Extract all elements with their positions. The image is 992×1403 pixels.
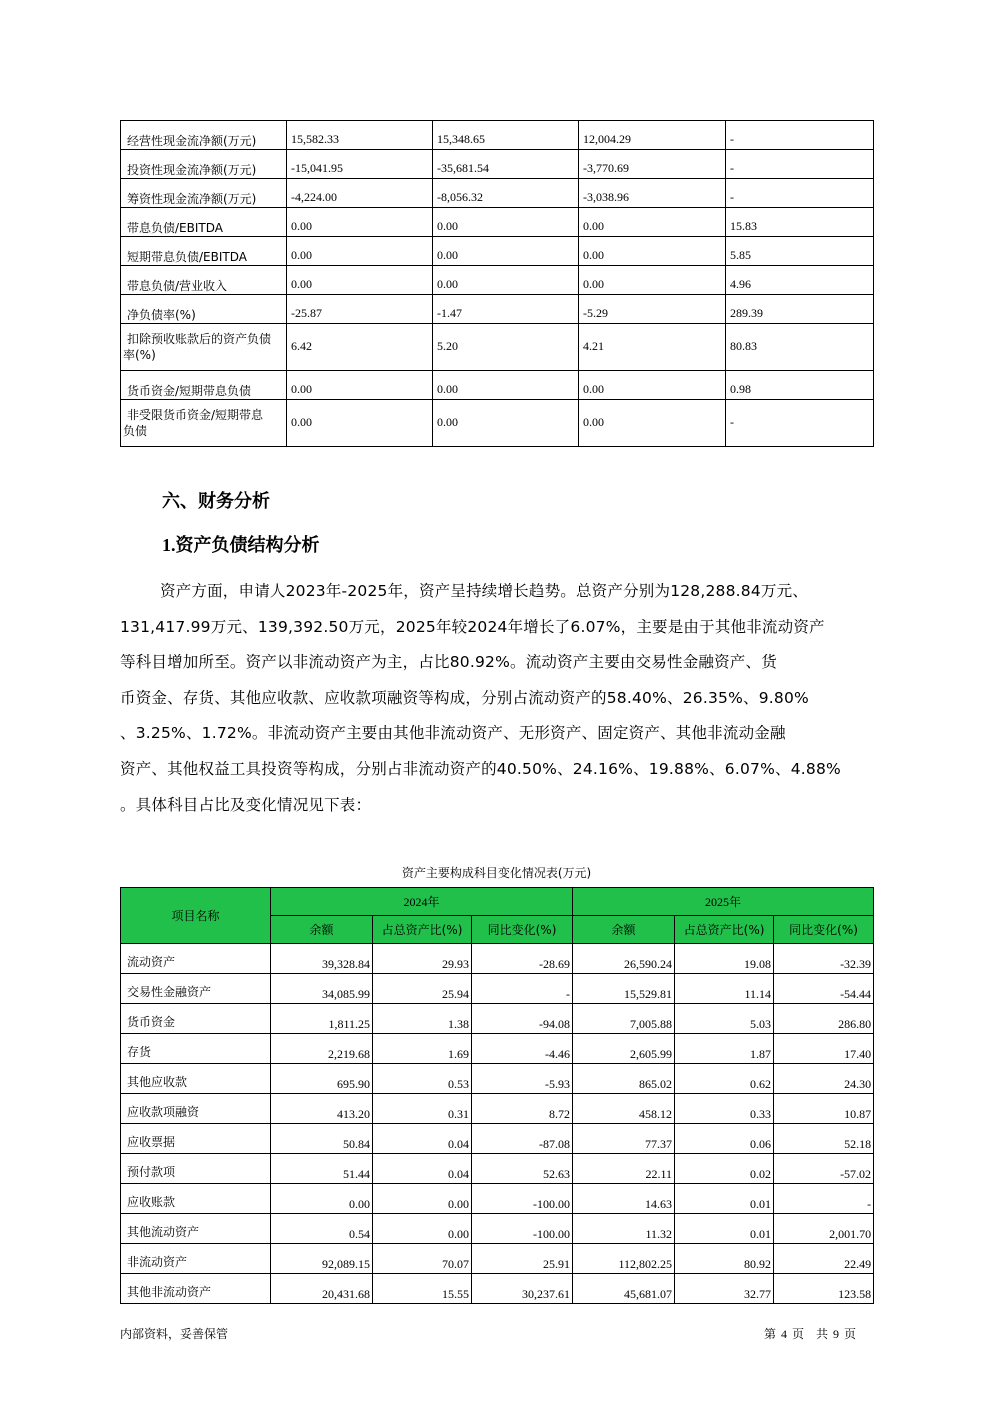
cell-value: 80.83 (726, 324, 874, 371)
cell-value: - (726, 150, 874, 179)
table-row (121, 150, 874, 179)
cell-value: 1,811.25 (271, 1004, 373, 1034)
cell-value: 0.04 (373, 1154, 472, 1184)
paragraph-line: 131,417.99万元、139,392.50万元，2025年较2024年增长了6.07%，主要是由于其他非流动资产 (120, 617, 825, 636)
row-label: 投资性现金流净额(万元) (121, 150, 287, 179)
cell-value: 0.00 (287, 371, 433, 400)
column-header-year: 2025年 (573, 888, 874, 916)
cell-value: 0.04 (373, 1124, 472, 1154)
body-paragraph (120, 574, 873, 823)
row-label: 应收票据 (121, 1124, 271, 1154)
row-label: 其他应收款 (121, 1064, 271, 1094)
row-label (121, 400, 287, 447)
cell-value: 5.20 (433, 324, 579, 371)
cell-value: 123.58 (774, 1274, 874, 1304)
row-label: 货币资金/短期带息负债 (121, 371, 287, 400)
cell-value: 0.00 (287, 400, 433, 447)
cell-value: 15.83 (726, 208, 874, 237)
paragraph-line: 资产、其他权益工具投资等构成，分别占非流动资产的40.50%、24.16%、19.88%、6.07%、4.88% (120, 759, 841, 778)
cell-value: 0.01 (675, 1184, 774, 1214)
column-header-balance: 余额 (271, 916, 373, 944)
column-header-change: 同比变化(%) (774, 916, 874, 944)
cell-value: -3,038.96 (579, 179, 726, 208)
cell-value: 413.20 (271, 1094, 373, 1124)
cell-value: 22.49 (774, 1244, 874, 1274)
table-row (121, 1064, 874, 1094)
table-row (121, 1124, 874, 1154)
cell-value: 70.07 (373, 1244, 472, 1274)
cell-value: 34,085.99 (271, 974, 373, 1004)
cell-value: -35,681.54 (433, 150, 579, 179)
row-label: 带息负债/EBITDA (121, 208, 287, 237)
cell-value: 50.84 (271, 1124, 373, 1154)
table-row (121, 1214, 874, 1244)
table-row (121, 237, 874, 266)
table-row (121, 1094, 874, 1124)
footer-note: 内部资料，妥善保管 (120, 1327, 229, 1341)
cell-value: 10.87 (774, 1094, 874, 1124)
cell-value: 0.31 (373, 1094, 472, 1124)
cell-value: 0.00 (373, 1184, 472, 1214)
cell-value: 11.14 (675, 974, 774, 1004)
cell-value: 80.92 (675, 1244, 774, 1274)
cell-value: 0.06 (675, 1124, 774, 1154)
cell-value: 1.87 (675, 1034, 774, 1064)
cell-value: 0.00 (433, 266, 579, 295)
cell-value: 0.00 (271, 1184, 373, 1214)
cell-value: 7,005.88 (573, 1004, 675, 1034)
cell-value: 0.00 (433, 371, 579, 400)
cell-value: 4.21 (579, 324, 726, 371)
cell-value: 0.00 (287, 266, 433, 295)
cell-value: -5.29 (579, 295, 726, 324)
cell-value: 1.69 (373, 1034, 472, 1064)
cell-value: 0.00 (579, 371, 726, 400)
cell-value: 29.93 (373, 944, 472, 974)
cell-value: 39,328.84 (271, 944, 373, 974)
cell-value: 2,001.70 (774, 1214, 874, 1244)
cell-value: 15.55 (373, 1274, 472, 1304)
cell-value: 22.11 (573, 1154, 675, 1184)
cell-value: 6.42 (287, 324, 433, 371)
cell-value: -32.39 (774, 944, 874, 974)
table-row (121, 208, 874, 237)
metrics-table (120, 120, 874, 447)
table-row (121, 371, 874, 400)
table-row (121, 1274, 874, 1304)
table-row (121, 295, 874, 324)
row-label-line: 率(%) (123, 348, 156, 362)
subsection-heading (162, 531, 320, 557)
cell-value: 0.00 (579, 400, 726, 447)
cell-value: 289.39 (726, 295, 874, 324)
cell-value: 19.08 (675, 944, 774, 974)
page-mid: 页 共 (792, 1327, 829, 1341)
section-heading: 六、财务分析 (162, 491, 270, 512)
cell-value: 695.90 (271, 1064, 373, 1094)
cell-value: 32.77 (675, 1274, 774, 1304)
row-label: 应收账款 (121, 1184, 271, 1214)
cell-value: 0.00 (287, 208, 433, 237)
row-label: 带息负债/营业收入 (121, 266, 287, 295)
row-label-line: 非受限货币资金/短期带息 (127, 408, 264, 422)
cell-value: 14.63 (573, 1184, 675, 1214)
table-row (121, 266, 874, 295)
page-number (764, 1325, 856, 1342)
cell-value: 0.98 (726, 371, 874, 400)
row-label: 非流动资产 (121, 1244, 271, 1274)
subsection-title: 资产负债结构分析 (175, 535, 320, 556)
cell-value: 0.00 (579, 208, 726, 237)
row-label: 货币资金 (121, 1004, 271, 1034)
cell-value: 0.00 (433, 237, 579, 266)
cell-value: -8,056.32 (433, 179, 579, 208)
cell-value: 0.54 (271, 1214, 373, 1244)
page-prefix: 第 (764, 1327, 777, 1341)
cell-value: 20,431.68 (271, 1274, 373, 1304)
cell-value: 2,219.68 (271, 1034, 373, 1064)
table-row (121, 1154, 874, 1184)
paragraph-line: 。具体科目占比及变化情况见下表： (120, 795, 372, 814)
row-label-line: 扣除预收账款后的资产负债 (127, 332, 272, 346)
cell-value: 0.00 (579, 266, 726, 295)
table-row (121, 400, 874, 447)
cell-value: 4.96 (726, 266, 874, 295)
cell-value: 24.30 (774, 1064, 874, 1094)
row-label: 交易性金融资产 (121, 974, 271, 1004)
cell-value: - (726, 179, 874, 208)
row-label: 筹资性现金流净额(万元) (121, 179, 287, 208)
cell-value: 0.33 (675, 1094, 774, 1124)
row-label: 存货 (121, 1034, 271, 1064)
cell-value: - (726, 400, 874, 447)
table-row (121, 121, 874, 150)
column-header-balance: 余额 (573, 916, 675, 944)
cell-value: 30,237.61 (472, 1274, 573, 1304)
cell-value: 112,802.25 (573, 1244, 675, 1274)
paragraph-line: 等科目增加所至。资产以非流动资产为主，占比80.92%。流动资产主要由交易性金融资产、货 (120, 653, 777, 672)
paragraph-line: 资产方面，申请人2023年-2025年，资产呈持续增长趋势。总资产分别为128,288.84万元、 (160, 582, 809, 600)
cell-value: 0.01 (675, 1214, 774, 1244)
cell-value: -94.08 (472, 1004, 573, 1034)
row-label: 其他流动资产 (121, 1214, 271, 1244)
column-header-share: 占总资产比(%) (373, 916, 472, 944)
cell-value: 77.37 (573, 1124, 675, 1154)
cell-value: 25.91 (472, 1244, 573, 1274)
row-label: 流动资产 (121, 944, 271, 974)
row-label: 经营性现金流净额(万元) (121, 121, 287, 150)
cell-value: 45,681.07 (573, 1274, 675, 1304)
table-header-row (121, 888, 874, 916)
cell-value: 0.62 (675, 1064, 774, 1094)
table-row (121, 1244, 874, 1274)
table-row (121, 1004, 874, 1034)
cell-value: - (472, 974, 573, 1004)
table-row (121, 974, 874, 1004)
cell-value: 1.38 (373, 1004, 472, 1034)
cell-value: 5.85 (726, 237, 874, 266)
paragraph-line: 、3.25%、1.72%。非流动资产主要由其他非流动资产、无形资产、固定资产、其他非流动金融 (120, 724, 786, 743)
paragraph-line: 币资金、存货、其他应收款、应收款项融资等构成，分别占流动资产的58.40%、26.35%、9.80% (120, 688, 809, 707)
page-total: 9 (833, 1327, 840, 1341)
cell-value: -15,041.95 (287, 150, 433, 179)
cell-value: 0.00 (433, 400, 579, 447)
cell-value: 15,582.33 (287, 121, 433, 150)
cell-value: 52.63 (472, 1154, 573, 1184)
cell-value: 2,605.99 (573, 1034, 675, 1064)
cell-value: 11.32 (573, 1214, 675, 1244)
cell-value: 0.00 (373, 1214, 472, 1244)
row-label: 其他非流动资产 (121, 1274, 271, 1304)
cell-value: 92,089.15 (271, 1244, 373, 1274)
cell-value: 25.94 (373, 974, 472, 1004)
cell-value: 0.00 (433, 208, 579, 237)
cell-value: 0.02 (675, 1154, 774, 1184)
cell-value: -5.93 (472, 1064, 573, 1094)
cell-value: 0.00 (287, 237, 433, 266)
table-row (121, 944, 874, 974)
cell-value: -54.44 (774, 974, 874, 1004)
cell-value: 865.02 (573, 1064, 675, 1094)
cell-value: -28.69 (472, 944, 573, 974)
cell-value: 458.12 (573, 1094, 675, 1124)
cell-value: 0.53 (373, 1064, 472, 1094)
cell-value: - (774, 1184, 874, 1214)
cell-value: 8.72 (472, 1094, 573, 1124)
cell-value: 51.44 (271, 1154, 373, 1184)
row-label: 净负债率(%) (121, 295, 287, 324)
cell-value: -100.00 (472, 1214, 573, 1244)
asset-table (120, 887, 874, 1304)
page-current: 4 (781, 1327, 788, 1341)
cell-value: -3,770.69 (579, 150, 726, 179)
asset-table-body (121, 944, 874, 1304)
column-header-share: 占总资产比(%) (675, 916, 774, 944)
row-label: 预付款项 (121, 1154, 271, 1184)
cell-value: -100.00 (472, 1184, 573, 1214)
cell-value: 52.18 (774, 1124, 874, 1154)
cell-value: - (726, 121, 874, 150)
cell-value: -25.87 (287, 295, 433, 324)
row-label: 应收款项融资 (121, 1094, 271, 1124)
cell-value: -4,224.00 (287, 179, 433, 208)
subsection-number: 1. (162, 535, 176, 555)
cell-value: 0.00 (579, 237, 726, 266)
row-label: 短期带息负债/EBITDA (121, 237, 287, 266)
table-row (121, 1034, 874, 1064)
cell-value: -4.46 (472, 1034, 573, 1064)
cell-value: -87.08 (472, 1124, 573, 1154)
cell-value: 5.03 (675, 1004, 774, 1034)
cell-value: 15,348.65 (433, 121, 579, 150)
column-header-item: 项目名称 (121, 888, 271, 944)
column-header-change: 同比变化(%) (472, 916, 573, 944)
cell-value: 12,004.29 (579, 121, 726, 150)
cell-value: 15,529.81 (573, 974, 675, 1004)
column-header-year: 2024年 (271, 888, 573, 916)
table-caption: 资产主要构成科目变化情况表(万元) (401, 866, 592, 880)
row-label-line: 负债 (123, 424, 148, 438)
cell-value: 286.80 (774, 1004, 874, 1034)
table-row (121, 324, 874, 371)
page-suffix: 页 (844, 1327, 857, 1341)
table-row (121, 1184, 874, 1214)
cell-value: 17.40 (774, 1034, 874, 1064)
cell-value: -1.47 (433, 295, 579, 324)
cell-value: -57.02 (774, 1154, 874, 1184)
cell-value: 26,590.24 (573, 944, 675, 974)
table-row (121, 179, 874, 208)
row-label (121, 324, 287, 371)
